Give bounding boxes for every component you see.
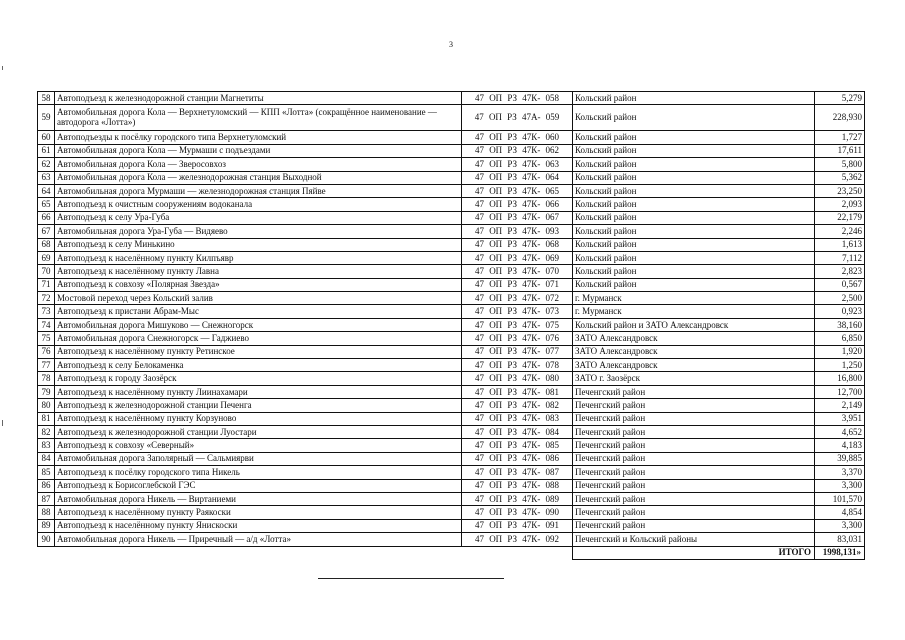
row-number: 76 [38, 345, 55, 358]
road-id-code: 47 ОП РЗ 47К- 089 [462, 492, 573, 505]
road-id-code: 47 ОП РЗ 47К- 060 [462, 131, 573, 144]
road-length: 3,951 [815, 412, 865, 425]
row-number: 71 [38, 278, 55, 291]
table-row [38, 184, 865, 197]
table-row [38, 332, 865, 345]
road-name: Автоподъезд к населённому пункту Раякоски [55, 506, 462, 519]
table-row [38, 506, 865, 519]
district: Печенгский район [573, 479, 815, 492]
row-number: 83 [38, 439, 55, 452]
road-length: 3,300 [815, 519, 865, 532]
table-row [38, 198, 865, 211]
road-id-code: 47 ОП РЗ 47К- 093 [462, 225, 573, 238]
district: Печенгский район [573, 519, 815, 532]
row-number: 86 [38, 479, 55, 492]
district: Кольский район [573, 198, 815, 211]
district: Печенгский район [573, 425, 815, 438]
table-row [38, 385, 865, 398]
row-number: 74 [38, 318, 55, 331]
road-id-code: 47 ОП РЗ 47К- 076 [462, 332, 573, 345]
table-row [38, 372, 865, 385]
road-id-code: 47 ОП РЗ 47К- 070 [462, 265, 573, 278]
road-id-code: 47 ОП РЗ 47К- 069 [462, 251, 573, 264]
table-row [38, 144, 865, 157]
road-name: Автомобильная дорога Ура-Губа — Видяево [55, 225, 462, 238]
table-row [38, 466, 865, 479]
table-row [38, 399, 865, 412]
table-row [38, 238, 865, 251]
road-length: 2,500 [815, 292, 865, 305]
district: Кольский район [573, 238, 815, 251]
road-id-code: 47 ОП РЗ 47К- 091 [462, 519, 573, 532]
row-number: 73 [38, 305, 55, 318]
district: Печенгский район [573, 466, 815, 479]
road-name: Мостовой переход через Кольский залив [55, 292, 462, 305]
road-length: 38,160 [815, 318, 865, 331]
table-row [38, 225, 865, 238]
district: Печенгский район [573, 506, 815, 519]
district: Кольский район [573, 171, 815, 184]
table-row [38, 158, 865, 171]
road-length: 1,613 [815, 238, 865, 251]
district: г. Мурманск [573, 292, 815, 305]
road-name: Автомобильная дорога Никель — Виртаниеми [55, 492, 462, 505]
total-spacer [38, 546, 573, 559]
road-name: Автомобильная дорога Кола — Верхнетуломский — КПП «Лотта» (сокращённое наименование — автодорога «Лотта») [55, 105, 462, 131]
district: Кольский район [573, 158, 815, 171]
road-length: 22,179 [815, 211, 865, 224]
district: ЗАТО Александровск [573, 359, 815, 372]
row-number: 88 [38, 506, 55, 519]
district: ЗАТО Александровск [573, 332, 815, 345]
total-value: 1998,131» [815, 546, 865, 559]
row-number: 60 [38, 131, 55, 144]
road-id-code: 47 ОП РЗ 47К- 065 [462, 184, 573, 197]
table-row [38, 265, 865, 278]
road-name: Автомобильная дорога Кола — железнодорожная станция Выходной [55, 171, 462, 184]
district: Печенгский и Кольский районы [573, 533, 815, 546]
road-name: Автоподъезд к населённому пункту Лавна [55, 265, 462, 278]
table-row [38, 318, 865, 331]
table-row [38, 92, 865, 105]
road-length: 1,920 [815, 345, 865, 358]
district: Кольский район и ЗАТО Александровск [573, 318, 815, 331]
row-number: 84 [38, 452, 55, 465]
table-row [38, 412, 865, 425]
table-row [38, 492, 865, 505]
district: Кольский район [573, 251, 815, 264]
table-row [38, 251, 865, 264]
district: Печенгский район [573, 399, 815, 412]
district: ЗАТО г. Заозёрск [573, 372, 815, 385]
district: Кольский район [573, 184, 815, 197]
margin-mark [2, 420, 3, 426]
row-number: 64 [38, 184, 55, 197]
road-length: 7,112 [815, 251, 865, 264]
road-id-code: 47 ОП РЗ 47К- 077 [462, 345, 573, 358]
road-length: 3,370 [815, 466, 865, 479]
road-id-code: 47 ОП РЗ 47К- 086 [462, 452, 573, 465]
row-number: 78 [38, 372, 55, 385]
table-row [38, 131, 865, 144]
road-name: Автоподъезд к населённому пункту Килпъявр [55, 251, 462, 264]
district: Кольский район [573, 265, 815, 278]
road-name: Автоподъезд к совхозу «Северный» [55, 439, 462, 452]
row-number: 72 [38, 292, 55, 305]
road-name: Автоподъезд к пристани Абрам-Мыс [55, 305, 462, 318]
footer-divider [318, 578, 504, 579]
road-length: 12,700 [815, 385, 865, 398]
table-row [38, 479, 865, 492]
road-length: 5,362 [815, 171, 865, 184]
road-length: 3,300 [815, 479, 865, 492]
page-number: 3 [449, 40, 453, 49]
row-number: 61 [38, 144, 55, 157]
row-number: 68 [38, 238, 55, 251]
road-length: 1,250 [815, 359, 865, 372]
road-length: 83,031 [815, 533, 865, 546]
road-id-code: 47 ОП РЗ 47К- 090 [462, 506, 573, 519]
road-name: Автоподъезд к селу Ура-Губа [55, 211, 462, 224]
road-id-code: 47 ОП РЗ 47К- 092 [462, 533, 573, 546]
row-number: 67 [38, 225, 55, 238]
district: Кольский район [573, 92, 815, 105]
road-name: Автоподъезд к железнодорожной станции Магнетиты [55, 92, 462, 105]
road-id-code: 47 ОП РЗ 47К- 085 [462, 439, 573, 452]
road-name: Автоподъезд к населённому пункту Янискоски [55, 519, 462, 532]
road-id-code: 47 ОП РЗ 47К- 062 [462, 144, 573, 157]
district: Печенгский район [573, 492, 815, 505]
road-id-code: 47 ОП РЗ 47К- 083 [462, 412, 573, 425]
district: Кольский район [573, 225, 815, 238]
table-row [38, 211, 865, 224]
district: Кольский район [573, 144, 815, 157]
table-row [38, 439, 865, 452]
row-number: 79 [38, 385, 55, 398]
road-length: 23,250 [815, 184, 865, 197]
road-id-code: 47 ОП РЗ 47К- 063 [462, 158, 573, 171]
road-length: 6,850 [815, 332, 865, 345]
road-name: Автомобильная дорога Заполярный — Сальмиярви [55, 452, 462, 465]
road-name: Автомобильная дорога Кола — Мурмаши с подъездами [55, 144, 462, 157]
district: Печенгский район [573, 452, 815, 465]
road-length: 17,611 [815, 144, 865, 157]
total-label: ИТОГО [573, 546, 815, 559]
road-length: 101,570 [815, 492, 865, 505]
road-name: Автомобильная дорога Мишуково — Снежногорск [55, 318, 462, 331]
road-length: 228,930 [815, 105, 865, 131]
table-row [38, 533, 865, 546]
district: Кольский район [573, 105, 815, 131]
total-row [38, 546, 865, 559]
road-id-code: 47 ОП РЗ 47К- 072 [462, 292, 573, 305]
road-id-code: 47 ОП РЗ 47К- 068 [462, 238, 573, 251]
row-number: 63 [38, 171, 55, 184]
road-id-code: 47 ОП РЗ 47К- 066 [462, 198, 573, 211]
road-id-code: 47 ОП РЗ 47К- 058 [462, 92, 573, 105]
road-name: Автоподъезды к посёлку городского типа Верхнетуломский [55, 131, 462, 144]
row-number: 65 [38, 198, 55, 211]
road-id-code: 47 ОП РЗ 47К- 075 [462, 318, 573, 331]
road-length: 4,183 [815, 439, 865, 452]
road-id-code: 47 ОП РЗ 47К- 087 [462, 466, 573, 479]
road-length: 5,800 [815, 158, 865, 171]
road-id-code: 47 ОП РЗ 47К- 064 [462, 171, 573, 184]
road-id-code: 47 ОП РЗ 47К- 071 [462, 278, 573, 291]
row-number: 85 [38, 466, 55, 479]
district: Печенгский район [573, 385, 815, 398]
road-id-code: 47 ОП РЗ 47К- 081 [462, 385, 573, 398]
road-length: 39,885 [815, 452, 865, 465]
district: Кольский район [573, 211, 815, 224]
district: Печенгский район [573, 412, 815, 425]
district: ЗАТО Александровск [573, 345, 815, 358]
road-length: 2,823 [815, 265, 865, 278]
table-row [38, 105, 865, 131]
road-name: Автоподъезд к городу Заозёрск [55, 372, 462, 385]
road-name: Автомобильная дорога Снежногорск — Гаджиево [55, 332, 462, 345]
road-name: Автоподъезд к селу Белокаменка [55, 359, 462, 372]
road-id-code: 47 ОП РЗ 47К- 078 [462, 359, 573, 372]
road-length: 1,727 [815, 131, 865, 144]
row-number: 90 [38, 533, 55, 546]
road-name: Автомобильная дорога Мурмаши — железнодорожная станция Пяйве [55, 184, 462, 197]
table-body [38, 92, 865, 560]
row-number: 77 [38, 359, 55, 372]
row-number: 81 [38, 412, 55, 425]
road-id-code: 47 ОП РЗ 47К- 082 [462, 399, 573, 412]
row-number: 80 [38, 399, 55, 412]
road-name: Автоподъезд к железнодорожной станции Луостари [55, 425, 462, 438]
road-length: 4,854 [815, 506, 865, 519]
row-number: 66 [38, 211, 55, 224]
road-id-code: 47 ОП РЗ 47А- 059 [462, 105, 573, 131]
row-number: 59 [38, 105, 55, 131]
road-name: Автоподъезд к населённому пункту Корзуново [55, 412, 462, 425]
margin-mark [2, 66, 3, 70]
road-name: Автоподъезд к Борисоглебской ГЭС [55, 479, 462, 492]
roads-register-table [37, 91, 865, 560]
road-length: 4,652 [815, 425, 865, 438]
road-id-code: 47 ОП РЗ 47К- 088 [462, 479, 573, 492]
road-id-code: 47 ОП РЗ 47К- 080 [462, 372, 573, 385]
road-id-code: 47 ОП РЗ 47К- 067 [462, 211, 573, 224]
table-row [38, 425, 865, 438]
road-length: 2,246 [815, 225, 865, 238]
road-name: Автомобильная дорога Кола — Зверосовхоз [55, 158, 462, 171]
table-row [38, 345, 865, 358]
table-row [38, 519, 865, 532]
district: г. Мурманск [573, 305, 815, 318]
row-number: 58 [38, 92, 55, 105]
road-name: Автоподъезд к населённому пункту Лиинахамари [55, 385, 462, 398]
district: Печенгский район [573, 439, 815, 452]
district: Кольский район [573, 278, 815, 291]
row-number: 75 [38, 332, 55, 345]
table-row [38, 292, 865, 305]
road-length: 0,923 [815, 305, 865, 318]
row-number: 62 [38, 158, 55, 171]
road-length: 0,567 [815, 278, 865, 291]
row-number: 82 [38, 425, 55, 438]
road-name: Автоподъезд к железнодорожной станции Печенга [55, 399, 462, 412]
row-number: 87 [38, 492, 55, 505]
row-number: 89 [38, 519, 55, 532]
table-row [38, 278, 865, 291]
road-name: Автоподъезд к селу Минькино [55, 238, 462, 251]
table-row [38, 452, 865, 465]
road-length: 5,279 [815, 92, 865, 105]
table-row [38, 171, 865, 184]
road-name: Автоподъезд к посёлку городского типа Никель [55, 466, 462, 479]
road-name: Автоподъезд к очистным сооружениям водоканала [55, 198, 462, 211]
road-length: 2,093 [815, 198, 865, 211]
road-name: Автоподъезд к совхозу «Полярная Звезда» [55, 278, 462, 291]
district: Кольский район [573, 131, 815, 144]
table-row [38, 305, 865, 318]
row-number: 70 [38, 265, 55, 278]
road-length: 2,149 [815, 399, 865, 412]
road-length: 16,800 [815, 372, 865, 385]
table-row [38, 359, 865, 372]
road-name: Автоподъезд к населённому пункту Ретинское [55, 345, 462, 358]
row-number: 69 [38, 251, 55, 264]
road-id-code: 47 ОП РЗ 47К- 084 [462, 425, 573, 438]
road-id-code: 47 ОП РЗ 47К- 073 [462, 305, 573, 318]
road-name: Автомобильная дорога Никель — Приречный — а/д «Лотта» [55, 533, 462, 546]
